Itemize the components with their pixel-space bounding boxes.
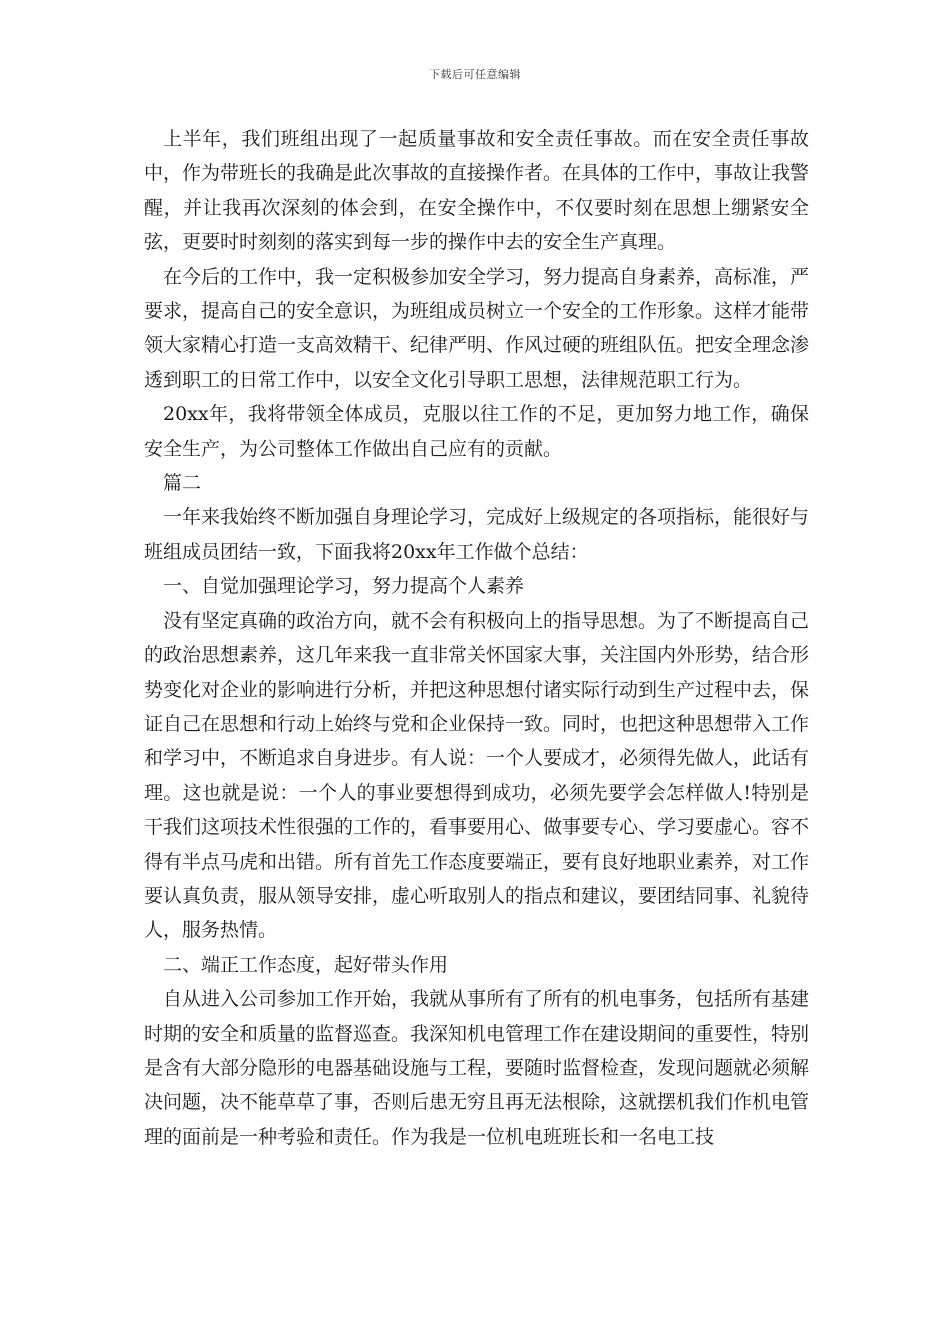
heading-work-attitude: 二、端正工作态度，起好带头作用 <box>163 953 449 976</box>
paragraph-political-thought: 没有坚定真确的政治方向，就不会有积极向上的指导思想。为了不断提高自己的政治思想素养，这几年来我一直非常关怀国家大事，关注国内外形势，结合形势变化对企业的影响进行分析，并把这种思想付诸实际行动到生产过程中去，保证自己在思想和行动上始终与党和企业保持一致。同时，也把这种思想带入工作和学习中，不断追求自身进步。有人说：一个人要成才，必须得先做人，此话有理。这也就是说：一个人的事业要想得到成功，必须先要学会怎样做人!特别是干我们这项技术性很强的工作的，看事要用心、做事要专心、学习要虚心。容不得有半点马虎和出错。所有首先工作态度要端正，要有良好地职业素养，对工作要认真负责，服从领导安排，虚心听取别人的指点和建议，要团结同事、礼貌待人，服务热情。 <box>144 609 810 942</box>
document-body <box>144 122 809 1154</box>
paragraph-safety-incident: 上半年，我们班组出现了一起质量事故和安全责任事故。而在安全责任事故中，作为带班长的我确是此次事故的直接操作者。在具体的工作中，事故让我警醒，并让我再次深刻的体会到，在安全操作中，不仅要时刻在思想上绷紧安全弦，更要时时刻刻的落实到每一步的操作中去的安全生产真理。 <box>144 128 810 254</box>
section-title-part-two: 篇二 <box>163 472 202 495</box>
paragraph-electromechanical: 自从进入公司参加工作开始，我就从事所有了所有的机电事务，包括所有基建时期的安全和质量的监督巡查。我深知机电管理工作在建设期间的重要性，特别是含有大部分隐形的电器基础设施与工程，要随时监督检查，发现问题就必须解决问题，决不能草草了事，否则后患无穷且再无法根除，这就摆机我们作机电管理的面前是一种考验和责任。作为我是一位机电班班长和一名电工技 <box>144 988 810 1148</box>
paragraph-intro-summary: 一年来我始终不断加强自身理论学习，完成好上级规定的各项指标，能很好与班组成员团结一致，下面我将20xx年工作做个总结： <box>144 506 810 563</box>
heading-theory-study: 一、自觉加强理论学习，努力提高个人素养 <box>163 575 525 598</box>
header-note: 下载后可任意编辑 <box>429 68 521 81</box>
paragraph-future-work: 在今后的工作中，我一定积极参加安全学习，努力提高自身素养，高标准，严要求，提高自己的安全意识，为班组成员树立一个安全的工作形象。这样才能带领大家精心打造一支高效精干、纪律严明、作风过硬的班组队伍。把安全理念渗透到职工的日常工作中，以安全文化引导职工思想，法律规范职工行为。 <box>144 265 810 391</box>
paragraph-year-plan: 20xx年，我将带领全体成员，克服以往工作的不足，更加努力地工作，确保安全生产，为公司整体工作做出自己应有的贡献。 <box>144 403 809 460</box>
